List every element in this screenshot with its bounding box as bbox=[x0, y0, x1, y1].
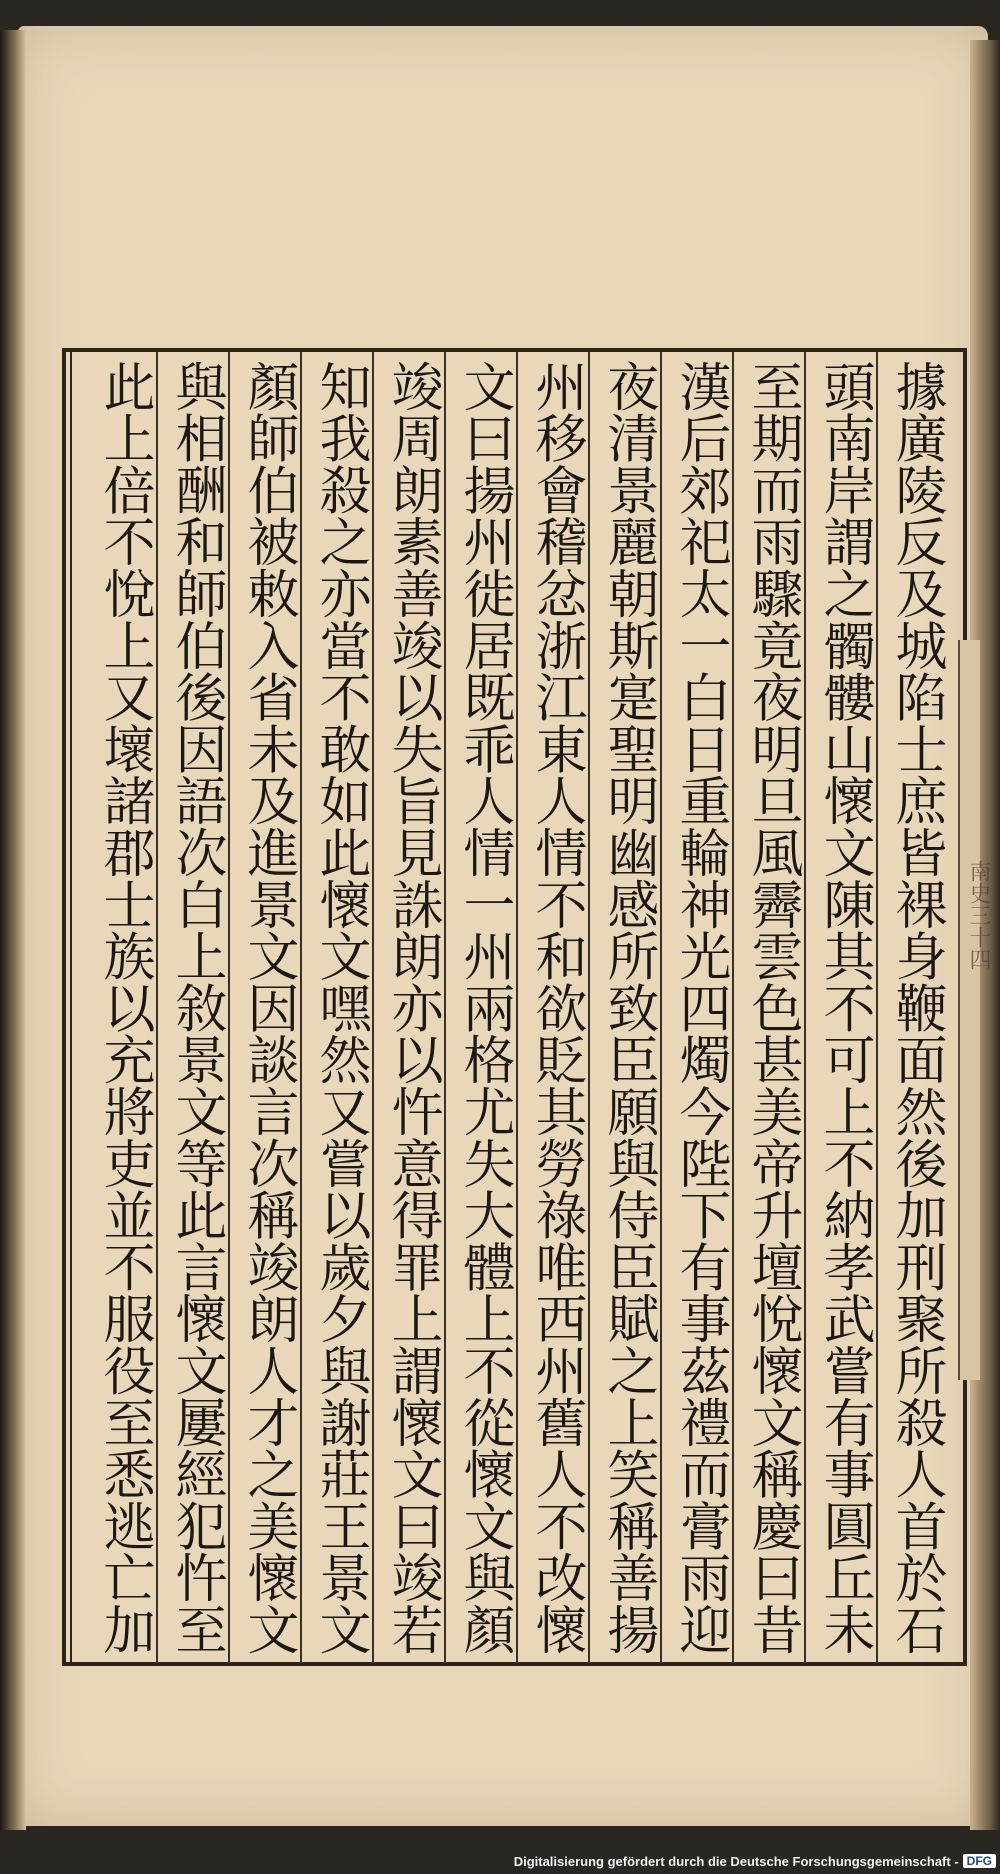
text-column: 顏師伯被敕入省未及進景文因談言次稱竣朗人才之美懷文 bbox=[238, 360, 298, 1656]
column-rule bbox=[228, 352, 230, 1664]
text-column: 竣周朗素善竣以失旨見誅朗亦以忤意得罪上謂懷文曰竣若 bbox=[382, 360, 442, 1656]
text-column: 至期而雨驟竟夜明旦風霽雲色甚美帝升壇悅懷文稱慶曰昔 bbox=[742, 360, 802, 1656]
column-rule bbox=[300, 352, 302, 1664]
text-column: 與相酬和師伯後因語次白上敘景文等此言懷文屢經犯忤至 bbox=[166, 360, 226, 1656]
column-rule bbox=[156, 352, 158, 1664]
footer-credit-text: Digitalisierung gefördert durch die Deutsche Forschungsgemeinschaft - bbox=[513, 1853, 959, 1869]
column-rule bbox=[660, 352, 662, 1664]
column-rule bbox=[732, 352, 734, 1664]
column-rule bbox=[444, 352, 446, 1664]
column-rule bbox=[516, 352, 518, 1664]
left-page-edge bbox=[0, 30, 26, 1830]
text-column: 州移會稽忿浙江東人情不和欲貶其勞祿唯西州舊人不改懷 bbox=[526, 360, 586, 1656]
text-column: 此上倍不悅上又壞諸郡士族以充將吏並不服役至悉逃亡加 bbox=[94, 360, 154, 1656]
column-rule bbox=[588, 352, 590, 1664]
text-column: 夜清景麗朝斯寔聖明幽感所致臣願與侍臣賦之上笑稱善揚 bbox=[598, 360, 658, 1656]
column-rule bbox=[372, 352, 374, 1664]
column-rule bbox=[804, 352, 806, 1664]
column-rule bbox=[876, 352, 878, 1664]
chapter-tab-label: 南史三十四 bbox=[966, 860, 991, 970]
digitization-footer bbox=[514, 1850, 996, 1872]
page-edge-tab bbox=[958, 640, 980, 1380]
text-column: 知我殺之亦當不敢如此懷文嘿然又嘗以歲夕與謝莊王景文 bbox=[310, 360, 370, 1656]
text-column: 頭南岸謂之髑髏山懷文陳其不可上不納孝武嘗有事圓丘未 bbox=[814, 360, 874, 1656]
text-column: 文曰揚州徙居既乖人情一州兩格尤失大體上不從懷文與顏 bbox=[454, 360, 514, 1656]
text-column: 據廣陵反及城陷士庶皆裸身鞭面然後加刑聚所殺人首於石 bbox=[886, 360, 946, 1656]
text-column: 漢后郊祀太一白日重輪神光四燭今陛下有事茲禮而膏雨迎 bbox=[670, 360, 730, 1656]
dfg-logo: DFG bbox=[963, 1854, 996, 1868]
